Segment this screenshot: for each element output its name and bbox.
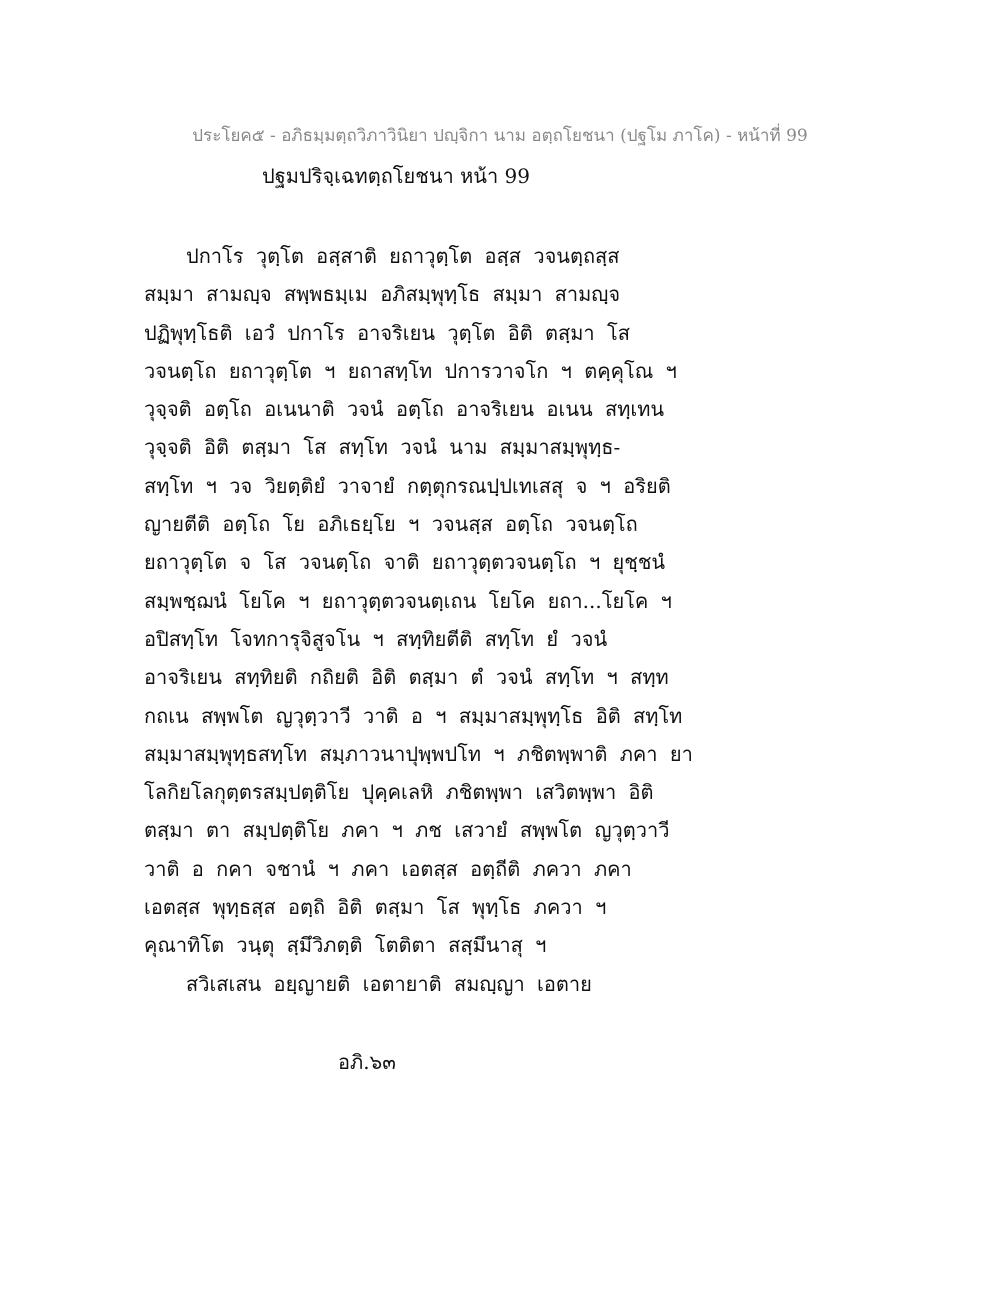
text-line: ญายตีติ อตฺโถ โย อภิเธยฺโย ฯ วจนสฺส อตฺโถ วจนตฺโถ (144, 512, 638, 537)
text-line: สมฺพชฺฌนํ โยโค ฯ ยถาวุตฺตวจนตฺเถน โยโค ยถา...โยโค ฯ (144, 588, 672, 613)
text-line: สมฺมา สามญฺจ สพฺพธมฺเม อภิสมฺพุทฺโธ สมฺมา สามญฺจ (144, 282, 621, 307)
text-line: อปิสทฺโท โจทการุจิสูจโน ฯ สทฺทิยตีติ สทฺโท ยํ วจนํ (144, 626, 608, 651)
text-line: วุจฺจติ อิติ ตสฺมา โส สทฺโท วจนํ นาม สมฺมาสมฺพุทฺธ- (144, 435, 621, 460)
text-line: โลกิยโลกุตฺตรสมฺปตฺติโย ปุคฺคเลหิ ภชิตพฺพา เสวิตพฺพา อิติ (144, 780, 654, 805)
text-line: สวิเสเสน อยฺญายติ เอตายาติ สมญฺญา เอตาย (186, 971, 592, 996)
text-line: สทฺโท ฯ วจ วิยตฺติยํ วาจายํ กตฺตุกรณปฺปเทเสสุ จ ฯ อริยติ (144, 473, 671, 498)
text-line: กถเน สพฺพโต ญวุตฺวาวี วาติ อ ฯ สมฺมาสมฺพุทฺโธ อิติ สทฺโท (144, 703, 683, 728)
text-line: ปกาโร วุตฺโต อสฺสาติ ยถาวุตฺโต อสฺส วจนตฺถสฺส (186, 244, 620, 268)
text-line: วาติ อ กคา จชานํ ฯ ภคา เอตสฺส อตฺถีติ ภควา ภคา (144, 856, 632, 881)
text-line: วจนตฺโถ ยถาวุตฺโต ฯ ยถาสทฺโท ปการวาจโก ฯ ตคฺคุโณ ฯ (144, 358, 677, 383)
section-header: ปฐมปริจฺเฉทตฺถโยชนา หน้า 99 (262, 164, 530, 188)
text-line: วุจฺจติ อตฺโถ อเนนาติ วจนํ อตฺโถ อาจริเยน อเนน สทฺเทน (144, 397, 665, 422)
text-line: ตสฺมา ตา สมฺปตฺติโย ภคา ฯ ภช เสวายํ สพฺพโต ญวุตฺวาวี (144, 818, 670, 843)
text-line: เอตสฺส พุทฺธสฺส อตฺถิ อิติ ตสฺมา โส พุทฺโธ ภควา ฯ (144, 895, 607, 920)
body-text (144, 237, 864, 1003)
text-line: อาจริเยน สทฺทิยติ กถิยติ อิติ ตสฺมา ตํ วจนํ สทฺโท ฯ สทฺท (144, 665, 669, 690)
text-line: สมฺมาสมฺพุทฺธสทฺโท สมฺภาวนาปุพฺพปโท ฯ ภชิตพฺพาติ ภคา ยา (144, 741, 693, 766)
text-line: ยถาวุตฺโต จ โส วจนตฺโถ จาติ ยถาวุตฺตวจนตฺโถ ฯ ยุชฺชนํ (144, 550, 666, 575)
running-header: ประโยค๕ - อภิธมฺมตฺถวิภาวินิยา ปญฺจิกา นาม อตฺถโยชนา (ปฐโม ภาโค) - หน้าที่ 99 (192, 126, 808, 146)
page-footer-reference: อภิ.๖๓ (338, 1050, 396, 1074)
text-line: คุณาทิโต วนฺตุ สฺมึวิภตฺติ โตติตา สสฺมึนาสุ ฯ (144, 933, 547, 958)
text-line: ปฏิพุทฺโธติ เอวํ ปกาโร อาจริเยน วุตฺโต อิติ ตสฺมา โส (144, 320, 630, 345)
